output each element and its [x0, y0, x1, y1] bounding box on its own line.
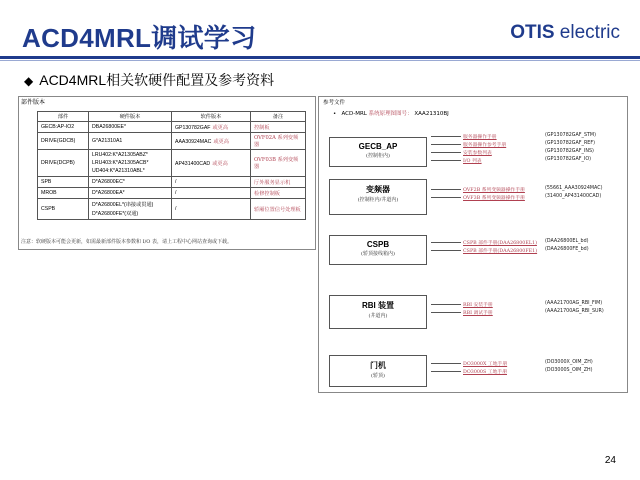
reference-doc-link[interactable] [431, 309, 604, 316]
doc-code: (31400_AP431400CAD) [545, 194, 602, 199]
sw-version-suffix: 或更高 [213, 138, 229, 145]
part-cell: GECB:AP-IO2 [38, 122, 89, 133]
connector-line [431, 363, 461, 364]
note-cell: OVF03B 系列变频器 [251, 150, 306, 177]
page-number: 24 [604, 455, 616, 466]
logo-suffix: electric [554, 22, 620, 43]
parts-table-row [38, 188, 306, 199]
component-location: (轿顶接线箱内) [361, 251, 395, 257]
page-title: ACD4MRL调试学习 [22, 23, 257, 53]
reference-doc-link[interactable] [431, 368, 593, 375]
parts-table-row [38, 150, 306, 177]
logo-brand: OTIS [510, 22, 555, 43]
hw-cell [89, 199, 172, 220]
component-location: (控制柜内) [366, 153, 390, 159]
component-title: GECB_AP [358, 142, 398, 151]
parts-table-header [38, 112, 306, 122]
doc-name: 安装参数列表 [463, 151, 492, 156]
reference-doc-link[interactable] [431, 157, 592, 164]
doc-code: (GP130782GAF_STM) [545, 133, 596, 138]
connector-line [431, 250, 461, 251]
section-heading-text: ACD4MRL相关软硬件配置及参考资料 [39, 72, 275, 88]
doc-name: RBI 安装手册 [463, 303, 493, 308]
parts-panel-note: 注意：软硬版本可能会更新，如需最新部件版本参数和 I/O 表，请上工程中心网站查询或下载。 [21, 239, 232, 245]
component-title: 变频器 [366, 184, 390, 194]
doc-code: (AAA21700AG_RBI_FIM) [545, 301, 603, 306]
connector-line [431, 152, 461, 153]
sw-cell [172, 177, 251, 188]
part-cell: DRIVE(DCPB) [38, 150, 89, 177]
hw-cell [89, 177, 172, 188]
parts-panel-caption: 部件版本 [21, 99, 46, 106]
component-location: (井道内) [368, 313, 388, 319]
reference-doc-link[interactable] [431, 149, 594, 156]
doc-code: (GP130782GAF_IO) [545, 157, 592, 162]
hw-cell [89, 133, 172, 150]
hw-cell [89, 122, 172, 133]
component-title: RBI 装置 [362, 301, 394, 310]
doc-name: CSPB 部件手册(DAA26800FE1) [463, 249, 538, 254]
doc-code: (DO3000X_OIM_ZH) [545, 360, 593, 365]
sw-cell [172, 150, 251, 177]
doc-name: RBI 调试手册 [463, 311, 493, 316]
component-title: CSPB [366, 240, 390, 249]
component-box [329, 137, 427, 167]
ref-panel-caption: 参考文件 [323, 100, 346, 106]
system-label: ACD-MRL [341, 111, 367, 117]
sw-version: / [175, 179, 177, 185]
sw-version: AAA30924MAC [175, 138, 212, 145]
doc-code: (GP130782GAF_INS) [545, 149, 594, 154]
system-drawing-line [333, 109, 449, 117]
doc-code: (55661_AAA30924MAC) [545, 186, 603, 191]
connector-line [431, 197, 461, 198]
sw-cell [172, 133, 251, 150]
doc-name: DO3000X 工地手册 [463, 362, 508, 367]
connector-line [431, 160, 461, 161]
component-box [329, 235, 427, 265]
sw-version: / [175, 206, 177, 212]
system-code: XAA21310BJ [414, 111, 449, 117]
system-text: 系统原理图图号： [368, 111, 413, 117]
doc-name: 服务器操作参考手册 [463, 143, 507, 148]
doc-code: (DO3000S_OIM_ZH) [545, 368, 593, 373]
reference-doc-link[interactable] [431, 133, 596, 140]
doc-code: (GP130782GAF_REF) [545, 141, 595, 146]
hw-version: G*A21310A1 [92, 138, 123, 144]
note-cell: 控制板 [251, 122, 306, 133]
connector-line [431, 371, 461, 372]
doc-code: (DAA26800FE_bd) [545, 247, 589, 252]
col-sw: 软件版本 [172, 112, 251, 122]
hw-version: D*A26800EA* [92, 190, 125, 196]
sw-cell [172, 188, 251, 199]
sw-version: / [175, 190, 177, 196]
col-hw: 硬件版本 [89, 112, 172, 122]
doc-name: CSPB 部件手册(DAA26800EL1) [463, 241, 537, 246]
component-location: (控制柜内/井道内) [357, 197, 399, 203]
component-box [329, 295, 427, 329]
sw-version: AP431400CAD [175, 160, 211, 167]
connector-line [431, 312, 461, 313]
part-cell: CSPB [38, 199, 89, 220]
note-cell: 轿厢位置信号处理板 [251, 199, 306, 220]
connector-line [431, 304, 461, 305]
doc-name: 服务器操作手册 [463, 135, 497, 140]
hw-cell [89, 188, 172, 199]
hw-version: D*A26800EL*(串接或贯通) [92, 202, 154, 208]
hw-cell [89, 150, 172, 177]
hw-version: D*A26800FE*(双通) [92, 211, 139, 217]
reference-doc-link[interactable] [431, 239, 589, 246]
hw-version: LRU403:K*A21305ACB* [92, 160, 149, 166]
col-part: 部件 [38, 112, 89, 122]
sw-version-suffix: 或更高 [212, 124, 229, 131]
parts-version-panel [18, 96, 316, 250]
parts-table-row [38, 122, 306, 133]
reference-doc-link[interactable] [431, 360, 593, 367]
doc-name: I/O 列表 [463, 159, 482, 164]
doc-name: OVF2B 系列变频器操作手册 [463, 188, 525, 193]
connector-line [431, 242, 461, 243]
doc-name: OVF3B 系列变频器操作手册 [463, 196, 525, 201]
hw-version: UD404:K*A21310ABL* [92, 168, 145, 174]
component-title: 门机 [370, 360, 386, 370]
doc-code: (AAA21700AG_RBI_SUR) [545, 309, 604, 314]
sw-cell [172, 199, 251, 220]
sw-cell [172, 122, 251, 133]
parts-table-row [38, 177, 306, 188]
title-divider [0, 56, 640, 59]
connector-line [431, 144, 461, 145]
title-divider-thin [0, 60, 640, 61]
note-cell: 厅外服务显示机 [251, 177, 306, 188]
component-box [329, 179, 427, 215]
reference-doc-link[interactable] [431, 194, 602, 201]
note-cell: 检修控制板 [251, 188, 306, 199]
hw-version: D*A26800EC* [92, 179, 125, 185]
bullet-icon: • [333, 111, 337, 117]
part-cell: DRIVE(GDCB) [38, 133, 89, 150]
reference-doc-link[interactable] [431, 141, 595, 148]
hw-version: DBA26800EE* [92, 124, 127, 130]
sw-version-suffix: 或更高 [212, 160, 228, 167]
parts-table [37, 111, 306, 220]
sw-version: GP130782GAF [175, 124, 211, 131]
col-note: 备注 [251, 112, 306, 122]
hw-version: LRU402:K*A21305ABZ* [92, 152, 148, 158]
otis-logo [510, 22, 620, 44]
part-cell: SPB [38, 177, 89, 188]
parts-table-row [38, 199, 306, 220]
part-cell: MROB [38, 188, 89, 199]
note-cell: OVF02A 系列变频器 [251, 133, 306, 150]
reference-docs-panel [318, 96, 628, 393]
connector-line [431, 189, 461, 190]
doc-name: DO3000S 工地手册 [463, 370, 507, 375]
component-location: (轿顶) [371, 373, 385, 379]
doc-code: (DAA26800EL_bd) [545, 239, 589, 244]
parts-table-row [38, 133, 306, 150]
component-box [329, 355, 427, 387]
reference-doc-link[interactable] [431, 301, 603, 308]
section-heading [24, 70, 274, 90]
connector-line [431, 136, 461, 137]
reference-doc-link[interactable] [431, 186, 603, 193]
diamond-bullet-icon: ◆ [24, 74, 34, 88]
reference-doc-link[interactable] [431, 247, 589, 254]
